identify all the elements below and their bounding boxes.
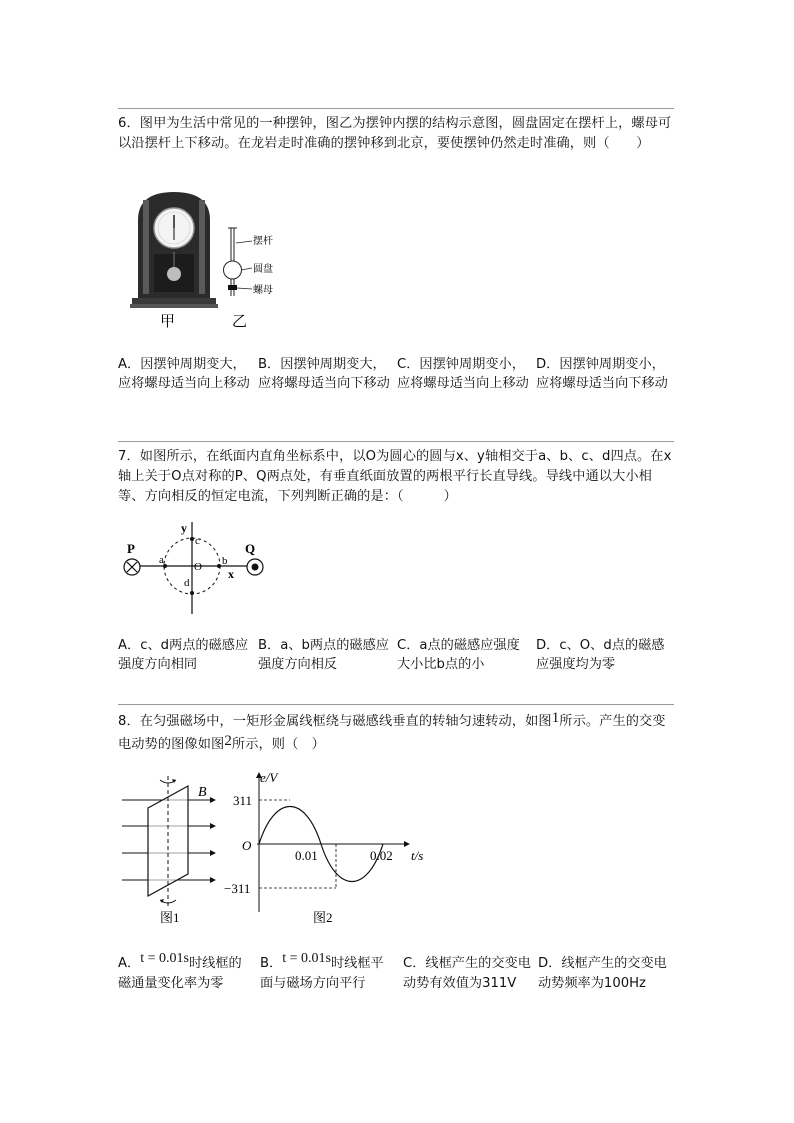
q8-option-a-math: t = 0.01s: [140, 951, 189, 966]
q8-text-pre: 8．在匀强磁场中，一矩形金属线框绕与磁感线垂直的转轴匀速转动，如图: [118, 714, 552, 729]
label-c: c: [195, 535, 200, 547]
q6-option-a[interactable]: A．因摆钟周期变大，应将螺母适当向上移动: [118, 357, 250, 391]
label-yi: 乙: [232, 314, 248, 330]
q8-option-b[interactable]: [260, 951, 392, 994]
label-x: x: [228, 567, 234, 581]
q6-question-text: 6．图甲为生活中常见的一种摆钟，图乙为摆钟内摆的结构示意图，圆盘固定在摆杆上，螺母可以沿摆杆上下移动。在龙岩走时准确的摆钟移到北京，要使摆钟仍然走时准确，则（ ）: [118, 116, 672, 151]
label-yuanpan: 圆盘: [253, 264, 273, 275]
q8-option-a-prefix: A．: [118, 956, 141, 971]
q8-fig2-ref: 2: [224, 733, 232, 749]
q8-option-b-math: t = 0.01s: [282, 951, 331, 966]
q8-question-text: [118, 710, 676, 756]
y-axis-label: e/V: [260, 770, 278, 785]
q6-option-d[interactable]: D．因摆钟周期变小，应将螺母适当向下移动: [536, 357, 668, 391]
q8-text-post: 所示，则（ ）: [231, 737, 325, 752]
y-tick-bottom: −311: [224, 881, 251, 896]
divider-q8: [118, 704, 674, 705]
q8-option-a[interactable]: [118, 951, 250, 994]
q8-text-mid: 所示。产生的交变电动势的图像如图: [118, 714, 666, 752]
label-P: P: [127, 541, 135, 556]
q7-option-b[interactable]: B．a、b两点的磁感应强度方向相反: [258, 638, 389, 672]
label-b: b: [222, 555, 228, 567]
fig1-caption: 图1: [160, 910, 180, 925]
pendulum-clock-figure: [124, 188, 274, 336]
q8-option-b-prefix: B．: [260, 956, 283, 971]
emf-sine-graph: [256, 772, 410, 912]
divider-q7: [118, 441, 674, 442]
q8-option-c[interactable]: C．线框产生的交变电动势有效值为311V: [403, 956, 531, 991]
label-d: d: [184, 577, 190, 589]
x-axis-label: t/s: [411, 848, 424, 863]
q7-option-d[interactable]: D．c、O、d点的磁感应强度均为零: [536, 638, 665, 672]
fig2-caption: 图2: [313, 910, 333, 925]
x-tick-2: 0.02: [370, 848, 393, 863]
label-jia: 甲: [160, 314, 176, 330]
q7-option-c[interactable]: C．a点的磁感应强度大小比b点的小: [397, 638, 520, 672]
label-Q: Q: [245, 541, 256, 556]
label-y: y: [181, 521, 187, 535]
q6-option-b[interactable]: B．因摆钟周期变大，应将螺母适当向下移动: [258, 357, 390, 391]
q8-option-a-text: 时线框的磁通量变化率为零: [118, 956, 242, 991]
label-baigan: 摆杆: [253, 236, 273, 247]
q7-question-text: 7．如图所示，在纸面内直角坐标系中，以O为圆心的圆与x、y轴相交于a、b、c、d四点。在x轴上关于O点对称的P、Q两点处，有垂直纸面放置的两根平行长直导线。导线中通以大小相等、方向相反的恒定电流，下列判断正确的是：（ ）: [118, 449, 672, 504]
q8-option-b-text: 时线框平面与磁场方向平行: [260, 956, 384, 991]
ac-generator-figure: [118, 768, 438, 932]
q6-option-c[interactable]: C．因摆钟周期变小，应将螺母适当向上移动: [397, 357, 529, 391]
q7-option-a[interactable]: A．c、d两点的磁感应强度方向相同: [118, 638, 249, 672]
label-B: B: [198, 785, 207, 800]
q8-option-d[interactable]: D．线框产生的交变电动势频率为100Hz: [538, 956, 667, 991]
x-tick-1: 0.01: [295, 848, 318, 863]
magnetic-field-figure: [118, 516, 278, 616]
pendulum-clock-image: [130, 192, 218, 308]
divider-q6: [118, 108, 674, 109]
q8-fig1-ref: 1: [551, 710, 560, 726]
pendulum-structure-diagram: [224, 228, 253, 296]
label-luomu: 螺母: [253, 285, 273, 296]
label-O: O: [194, 561, 202, 573]
y-tick-top: 311: [233, 793, 253, 808]
label-a: a: [159, 554, 164, 566]
origin-label: O: [242, 838, 252, 853]
